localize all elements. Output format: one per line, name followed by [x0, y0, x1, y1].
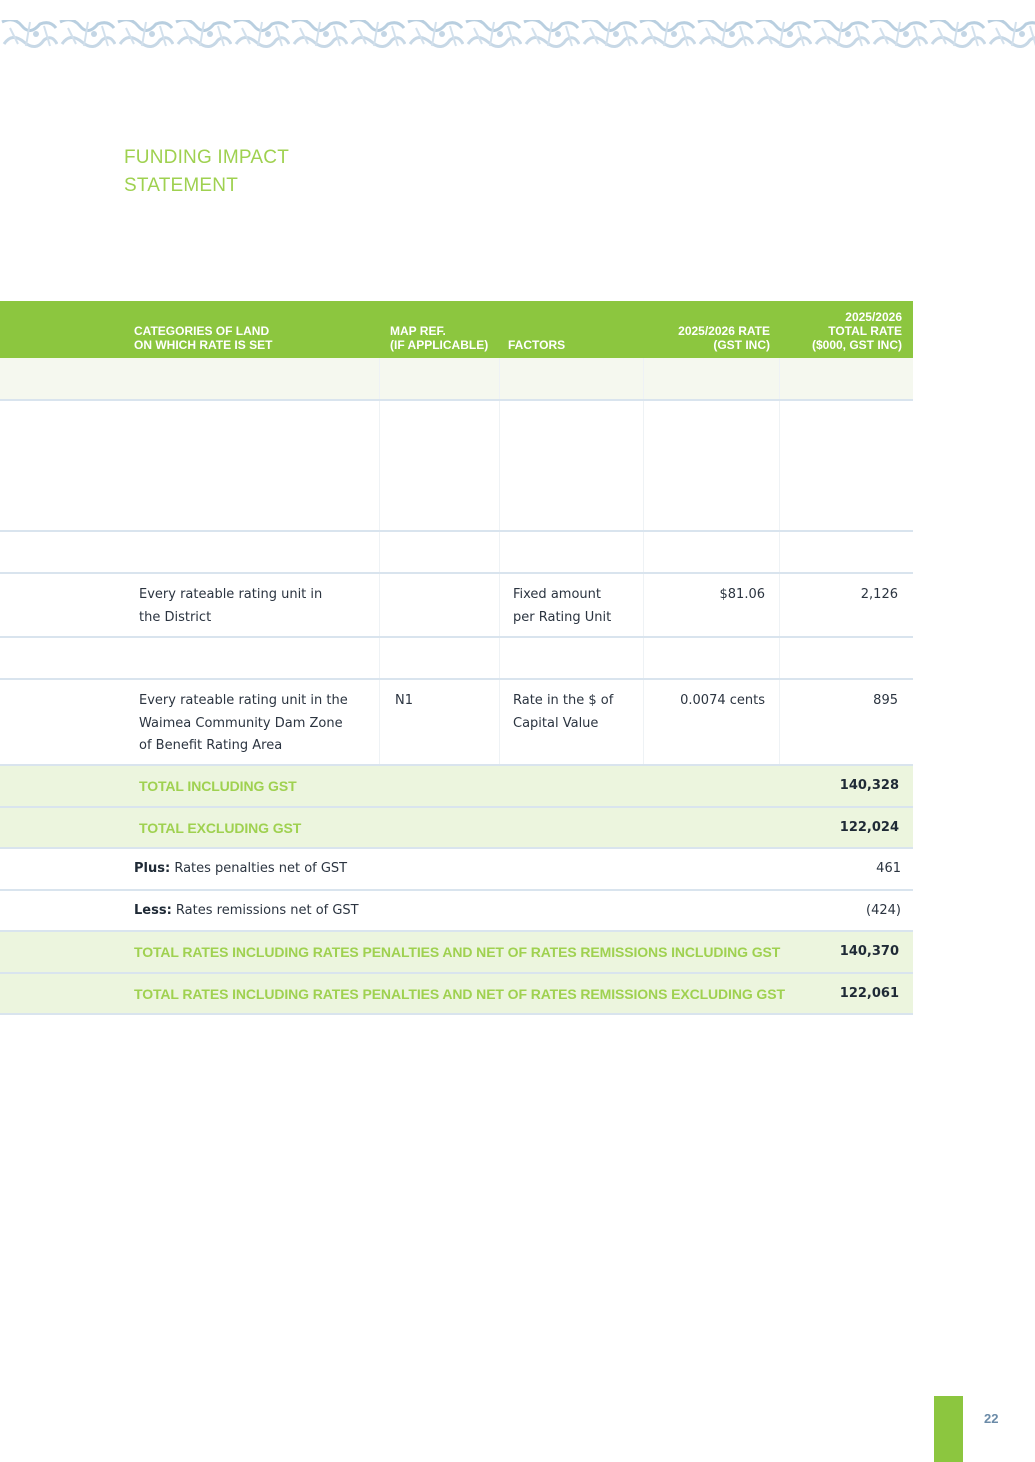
empty-row	[0, 358, 913, 401]
row-factors-line: Capital Value	[513, 715, 599, 731]
row-category	[139, 584, 369, 629]
grand-total-excluding-gst-row	[0, 974, 913, 1015]
row-factors-line: per Rating Unit	[513, 609, 612, 625]
header-factors	[508, 338, 628, 352]
row-total: 2,126	[860, 587, 898, 602]
row-category-line: Waimea Community Dam Zone	[139, 715, 343, 731]
header-map-ref	[390, 324, 500, 352]
page-tab-marker	[934, 1396, 963, 1462]
total-excluding-gst-value: 122,024	[839, 820, 899, 835]
page-title	[124, 144, 289, 200]
page-number: 22	[984, 1411, 999, 1426]
header-factors-line-1: FACTORS	[508, 338, 566, 352]
row-factors	[513, 690, 643, 735]
row-factors-line: Rate in the $ of	[513, 693, 614, 708]
header-total-line-3: ($000, GST INC)	[811, 338, 902, 352]
header-total-line-2: TOTAL RATE	[828, 324, 902, 338]
rates-penalties-text: Rates penalties net of GST	[174, 861, 348, 876]
rates-penalties-label	[134, 861, 347, 876]
rates-remissions-label	[134, 903, 359, 918]
grand-total-excluding-gst-value: 122,061	[839, 986, 899, 1001]
table-row	[0, 574, 913, 638]
grand-total-including-gst-row	[0, 932, 913, 974]
row-category-line: Every rateable rating unit in	[139, 587, 323, 602]
header-map-ref-line-2: (IF APPLICABLE)	[390, 338, 489, 352]
rates-penalties-value: 461	[876, 861, 901, 876]
empty-row	[0, 401, 913, 532]
total-including-gst-value: 140,328	[839, 778, 899, 793]
header-categories-line-2: ON WHICH RATE IS SET	[134, 338, 273, 352]
header-total-line-1: 2025/2026	[845, 310, 902, 324]
total-excluding-gst-row	[0, 808, 913, 849]
row-map-ref: N1	[395, 693, 413, 708]
header-rate	[640, 324, 770, 352]
header-categories	[134, 324, 374, 352]
rates-penalties-row	[0, 849, 913, 891]
empty-row	[0, 532, 913, 574]
less-prefix: Less:	[134, 903, 172, 918]
table-row	[0, 680, 913, 766]
rates-remissions-text: Rates remissions net of GST	[175, 903, 359, 918]
total-including-gst-row	[0, 766, 913, 808]
banner-pattern-graphic	[0, 14, 1035, 54]
row-category-line: Every rateable rating unit in the	[139, 693, 348, 708]
plus-prefix: Plus:	[134, 861, 171, 876]
row-rate: 0.0074 cents	[680, 693, 765, 708]
rates-remissions-value: (424)	[866, 903, 901, 918]
header-map-ref-line-1: MAP REF.	[390, 324, 446, 338]
header-total	[790, 310, 902, 352]
page-title-line-1: FUNDING IMPACT	[124, 147, 289, 168]
row-factors-line: Fixed amount	[513, 587, 601, 602]
rates-table	[0, 301, 913, 1015]
table-header	[0, 301, 913, 358]
grand-total-including-gst-label: TOTAL RATES INCLUDING RATES PENALTIES AND NET OF RATES REMISSIONS INCLUDING GST	[134, 944, 781, 960]
row-factors	[513, 584, 643, 629]
grand-total-including-gst-value: 140,370	[839, 944, 899, 959]
row-category-line: the District	[139, 609, 212, 625]
header-rate-line-2: (GST INC)	[713, 338, 770, 352]
row-category-line: of Benefit Rating Area	[139, 738, 283, 753]
header-rate-line-1: 2025/2026 RATE	[678, 324, 770, 338]
row-category	[139, 690, 369, 758]
total-including-gst-label: TOTAL INCLUDING GST	[139, 778, 297, 794]
page-title-line-2: STATEMENT	[124, 175, 239, 196]
grand-total-excluding-gst-label: TOTAL RATES INCLUDING RATES PENALTIES AND NET OF RATES REMISSIONS EXCLUDING GST	[134, 986, 785, 1002]
row-total: 895	[873, 693, 898, 708]
empty-row	[0, 638, 913, 680]
row-rate: $81.06	[719, 587, 765, 602]
header-categories-line-1: CATEGORIES OF LAND	[134, 324, 270, 338]
rates-remissions-row	[0, 891, 913, 932]
total-excluding-gst-label: TOTAL EXCLUDING GST	[139, 820, 302, 836]
decorative-banner	[0, 14, 1035, 54]
